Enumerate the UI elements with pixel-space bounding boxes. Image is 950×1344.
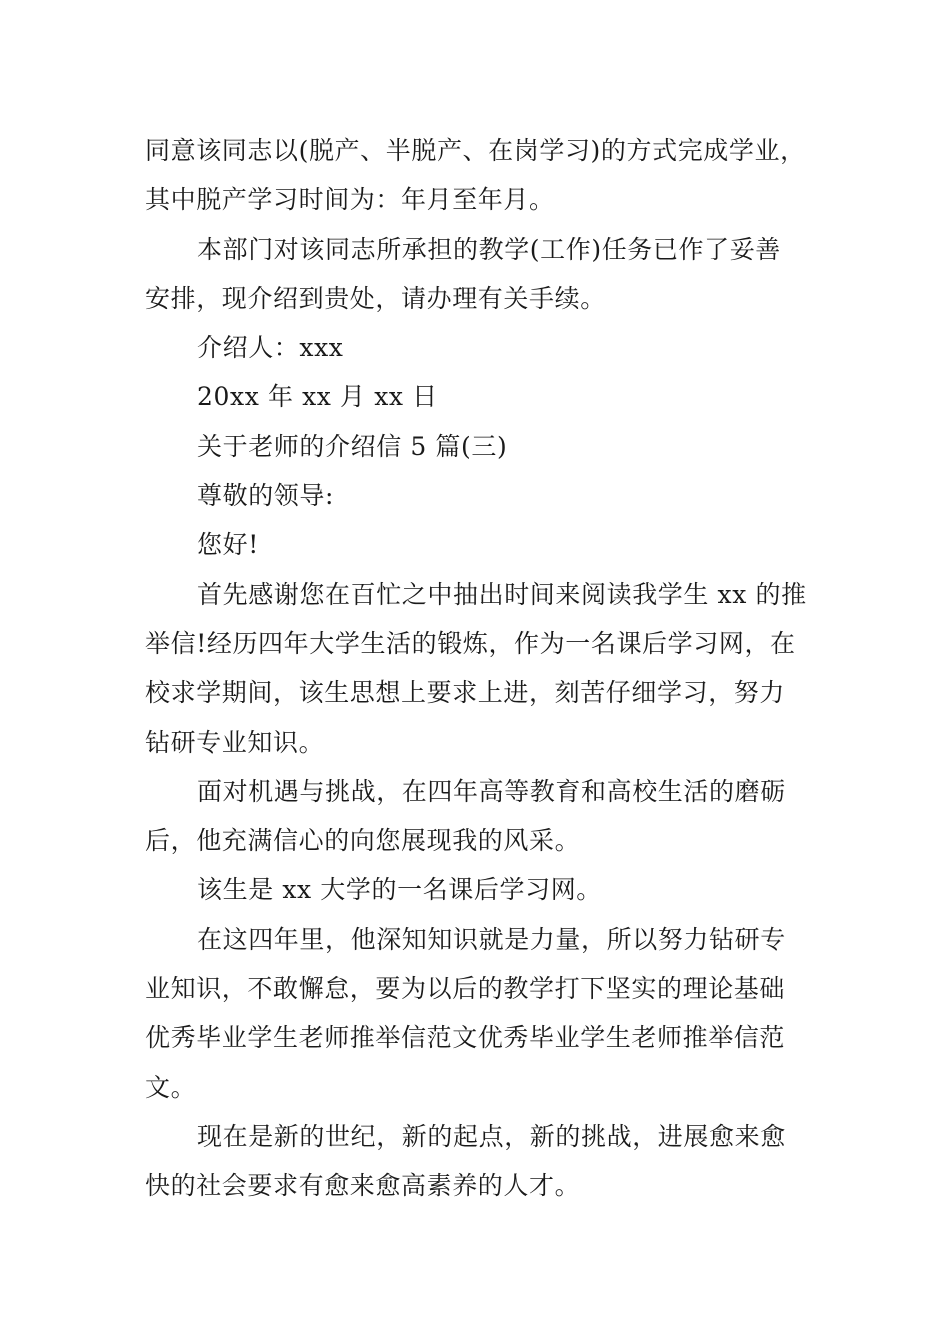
section-heading: 关于老师的介绍信 5 篇(三) — [197, 431, 508, 461]
greeting: 您好! — [197, 530, 259, 560]
text-line-10: 首先感谢您在百忙之中抽出时间来阅读我学生 xx 的推 — [197, 579, 807, 609]
text-line-20: 文。 — [145, 1072, 197, 1102]
introducer-line: 介绍人：xxx — [197, 333, 344, 363]
text-line-12: 校求学期间，该生思想上要求上进，刻苦仔细学习，努力 — [145, 678, 786, 708]
text-line-19: 优秀毕业学生老师推举信范文优秀毕业学生老师推举信范 — [145, 1023, 786, 1053]
salutation: 尊敬的领导: — [197, 481, 335, 511]
text-line-4: 安排，现介绍到贵处，请办理有关手续。 — [145, 283, 606, 313]
text-line-18: 业知识，不敢懈怠，要为以后的教学打下坚实的理论基础 — [145, 974, 786, 1004]
text-line-15: 后，他充满信心的向您展现我的风采。 — [145, 826, 581, 856]
document-body — [145, 126, 810, 1211]
text-line-13: 钻研专业知识。 — [145, 727, 325, 757]
text-line-17: 在这四年里，他深知知识就是力量，所以努力钻研专 — [197, 924, 786, 954]
text-line-14: 面对机遇与挑战，在四年高等教育和高校生活的磨砺 — [197, 776, 786, 806]
text-line-3: 本部门对该同志所承担的教学(工作)任务已作了妥善 — [197, 234, 781, 264]
text-line-1: 同意该同志以(脱产、半脱产、在岗学习)的方式完成学业， — [145, 136, 806, 165]
text-line-21: 现在是新的世纪，新的起点，新的挑战，进展愈来愈 — [197, 1121, 786, 1151]
date-line: 20xx 年 xx 月 xx 日 — [197, 382, 438, 412]
text-line-11: 举信!经历四年大学生活的锻炼，作为一名课后学习网，在 — [145, 628, 796, 658]
text-line-22: 快的社会要求有愈来愈高素养的人才。 — [145, 1171, 581, 1201]
text-line-2: 其中脱产学习时间为：年月至年月。 — [145, 185, 555, 215]
text-line-16: 该生是 xx 大学的一名课后学习网。 — [197, 875, 602, 905]
